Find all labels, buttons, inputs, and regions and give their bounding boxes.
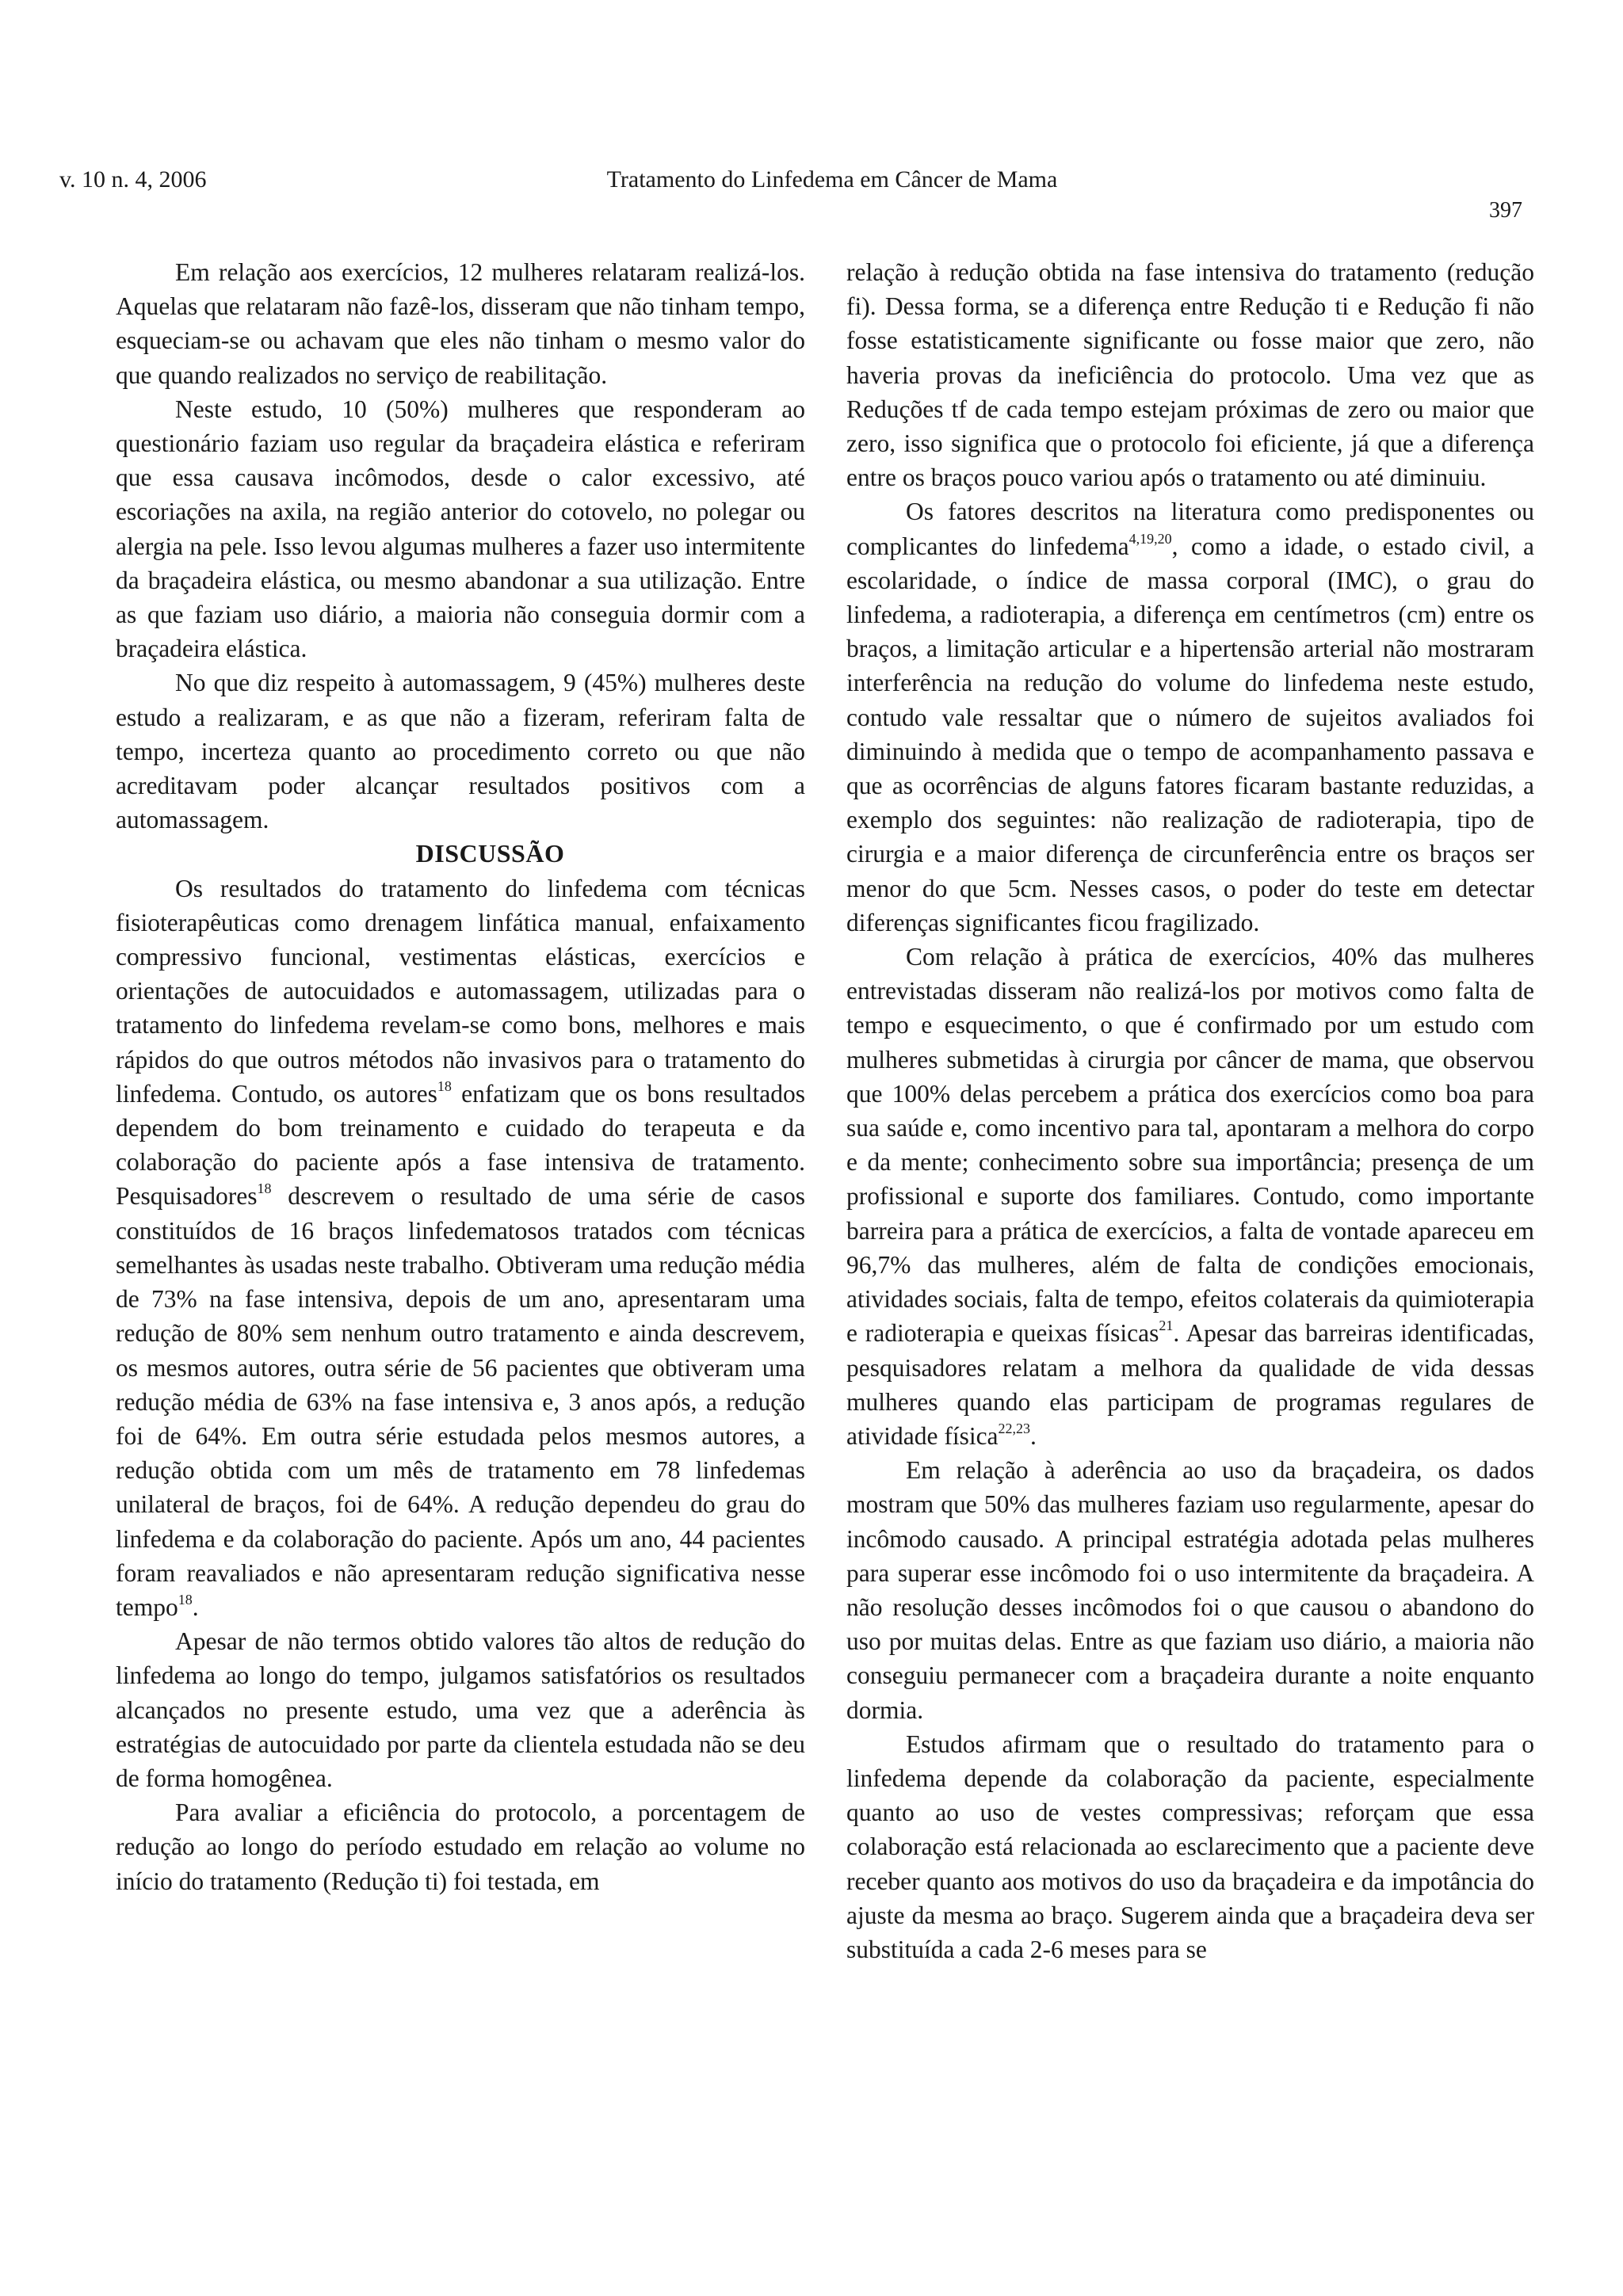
- paragraph: [846, 494, 1534, 940]
- citation-ref: 18: [437, 1077, 452, 1094]
- text-run: .: [1030, 1421, 1037, 1450]
- text-run: .: [192, 1592, 199, 1621]
- right-column: [846, 255, 1534, 1966]
- text-run: , como a idade, o estado civil, a escolaridade, o índice de massa corporal (IMC), o grau do linfedema, a radioterapia, a diferença em centímetros (cm) entre os braços, a limitação articular e a hipertensão arterial não mostraram interferência na redução do volume do linfedema neste estudo, contudo vale ressaltar que o número de sujeitos avaliados foi diminuindo à medida que o tempo de acompanhamento passava e que as ocorrências de alguns fatores ficaram bastante reduzidas, a exemplo dos seguintes: não realização de radioterapia, tipo de cirurgia e a maior diferença de circunferência entre os braços ser menor do que 5cm. Nesses casos, o poder do teste em detectar diferenças significantes ficou fragilizado.: [846, 532, 1534, 936]
- citation-ref: 22,23: [998, 1420, 1031, 1436]
- paragraph: Para avaliar a eficiência do protocolo, a porcentagem de redução ao longo do período estudado em relação ao volume no início do tratamento (Redução ti) foi testada, em: [116, 1798, 805, 1895]
- paragraph: Apesar de não termos obtido valores tão altos de redução do linfedema ao longo do tempo, julgamos satisfatórios os resultados alcançados no presente estudo, uma vez que a aderência às estratégias de autocuidado por parte da clientela estudada não se deu de forma homogênea.: [116, 1627, 805, 1792]
- citation-ref: 18: [257, 1180, 272, 1197]
- paragraph: [116, 871, 805, 1624]
- left-column: [116, 255, 805, 1898]
- volume-issue: v. 10 n. 4, 2006: [59, 166, 207, 193]
- paragraph: Em relação à aderência ao uso da braçadeira, os dados mostram que 50% das mulheres faziam uso regularmente, apesar do incômodo causado. A principal estratégia adotada pelas mulheres para superar esse incômodo foi o uso intermitente da braçadeira. A não resolução desses incômodos foi o que causou o abandono do uso por muitas delas. Entre as que faziam uso diário, a maioria não conseguiu permanecer com a braçadeira durante a noite enquanto dormia.: [846, 1456, 1534, 1724]
- paragraph: Estudos afirmam que o resultado do tratamento para o linfedema depende da colaboração da paciente, especialmente quanto ao uso de vestes compressivas; reforçam que essa colaboração está relacionada ao esclarecimento que a paciente deve receber quanto aos motivos do uso da braçadeira e da impotância do ajuste da mesma ao braço. Sugerem ainda que a braçadeira deva ser substituída a cada 2-6 meses para se: [846, 1730, 1534, 1963]
- citation-ref: 18: [178, 1591, 193, 1608]
- text-run: descrevem o resultado de uma série de casos constituídos de 16 braços linfedematosos tratados com técnicas semelhantes às usadas neste trabalho. Obtiveram uma redução média de 73% na fase intensiva, depois de um ano, apresentaram uma redução de 80% sem nenhum outro tratamento e ainda descrevem, os mesmos autores, outra série de 56 pacientes que obtiveram uma redução média de 63% na fase intensiva e, 3 anos após, a redução foi de 64%. Em outra série estudada pelos mesmos autores, a redução obtida com um mês de tratamento em 78 linfedemas unilateral de braços, foi de 64%. A redução dependeu do grau do linfedema e da colaboração do paciente. Após um ano, 44 pacientes foram reavaliados e não apresentaram redução significativa nesse tempo: [116, 1182, 805, 1621]
- citation-ref: 4,19,20: [1128, 530, 1172, 547]
- paragraph: Neste estudo, 10 (50%) mulheres que responderam ao questionário faziam uso regular da braçadeira elástica e referiram que essa causava incômodos, desde o calor excessivo, até escoriações na axila, na região anterior do cotovelo, no polegar ou alergia na pele. Isso levou algumas mulheres a fazer uso intermitente da braçadeira elástica, ou mesmo abandonar a sua utilização. Entre as que faziam uso diário, a maioria não conseguia dormir com a braçadeira elástica.: [116, 395, 805, 663]
- section-heading: DISCUSSÃO: [415, 839, 565, 868]
- running-title: Tratamento do Linfedema em Câncer de Mama: [606, 166, 1058, 193]
- paragraph: [846, 940, 1534, 1453]
- text-run: Os fatores descritos na literatura como predisponentes ou complicantes do linfedema: [846, 498, 1534, 560]
- page-number: 397: [1489, 198, 1522, 223]
- text-run: . Apesar das barreiras identificadas, pesquisadores relatam a melhora da qualidade de vida dessas mulheres quando elas participam de programas regulares de atividade física: [846, 1319, 1534, 1450]
- citation-ref: 21: [1159, 1318, 1174, 1334]
- text-run: Com relação à prática de exercícios, 40% das mulheres entrevistadas disseram não realizá-los por motivos como falta de tempo e esquecimento, o que é confirmado por um estudo com mulheres submetidas à cirurgia por câncer de mama, que observou que 100% delas percebem a prática dos exercícios como boa para sua saúde e, como incentivo para tal, apontaram a melhora do corpo e da mente; conhecimento sobre sua importância; presença de um profissional e suporte dos familiares. Contudo, como importante barreira para a prática de exercícios, a falta de vontade apareceu em 96,7% das mulheres, além de falta de condições emocionais, atividades sociais, falta de tempo, efeitos colaterais da quimioterapia e radioterapia e queixas físicas: [846, 943, 1534, 1348]
- text-run: Os resultados do tratamento do linfedema com técnicas fisioterapêuticas como drenagem linfática manual, enfaixamento compressivo funcional, vestimentas elásticas, exercícios e orientações de autocuidados e automassagem, utilizadas para o tratamento do linfedema revelam-se como bons, melhores e mais rápidos do que outros métodos não invasivos para o tratamento do linfedema. Contudo, os autores: [116, 874, 805, 1108]
- text-run: enfatizam que os bons resultados dependem do bom treinamento e cuidado do terapeuta e da colaboração do paciente após a fase intensiva de tratamento. Pesquisadores: [116, 1079, 806, 1211]
- paragraph: relação à redução obtida na fase intensiva do tratamento (redução fi). Dessa forma, se a diferença entre Redução ti e Redução fi não fosse estatisticamente significante ou fosse maior que zero, não haveria provas da ineficiência do protocolo. Uma vez que as Reduções tf de cada tempo estejam próximas de zero ou maior que zero, isso significa que o protocolo foi eficiente, já que a diferença entre os braços pouco variou após o tratamento ou até diminuiu.: [846, 258, 1534, 492]
- paragraph: Em relação aos exercícios, 12 mulheres relataram realizá-los. Aquelas que relataram não fazê-los, disseram que não tinham tempo, esqueciam-se ou achavam que eles não tinham o mesmo valor do que quando realizados no serviço de reabilitação.: [116, 258, 805, 389]
- paragraph: No que diz respeito à automassagem, 9 (45%) mulheres deste estudo a realizaram, e as que não a fizeram, referiram falta de tempo, incerteza quanto ao procedimento correto ou que não acreditavam poder alcançar resultados positivos com a automassagem.: [116, 669, 805, 834]
